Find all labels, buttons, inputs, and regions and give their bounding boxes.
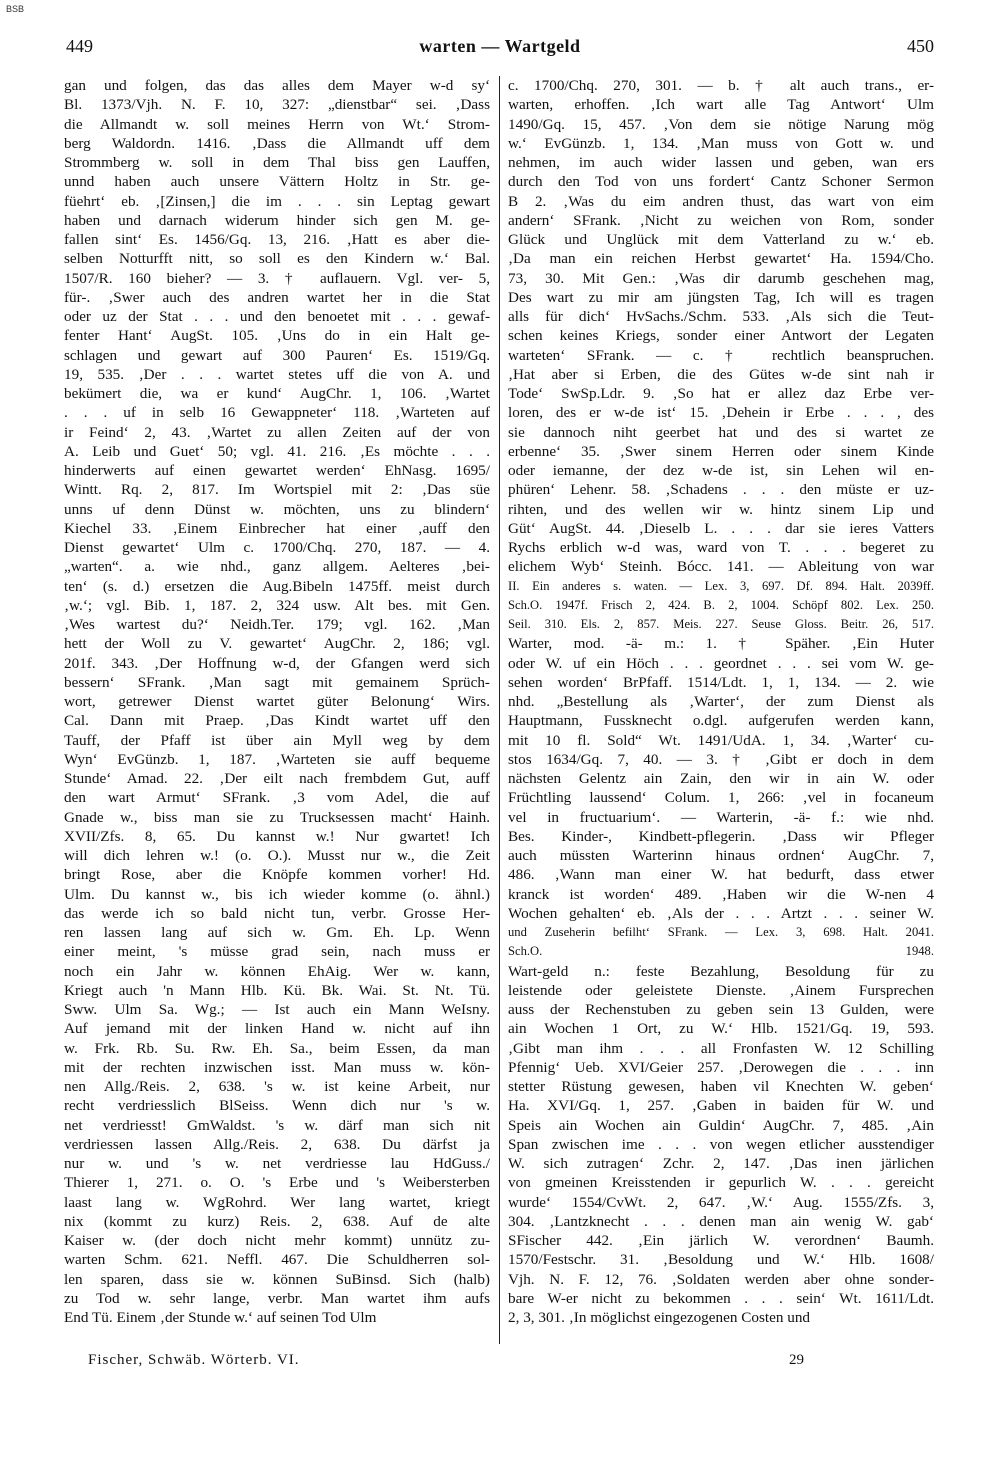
text-line: Glück und Unglück mit dem Vatterland zu w.‘ eb.: [508, 231, 934, 248]
right-column: [508, 76, 934, 1327]
text-line: Tauff, der Pfaff ist über ain Myll weg by dem: [64, 731, 490, 749]
text-line: ren lassen lang auf sich w. Gm. Eh. Lp. Wenn: [64, 924, 490, 941]
text-line: wurde‘ 1554/CvWt. 2, 647. ‚W.‘ Aug. 1555/Zfs. 3,: [508, 1193, 934, 1211]
text-line: hett der Woll zu V. gewartet‘ AugChr. 2, 186; vgl.: [64, 635, 490, 653]
text-line: vel in fructuarium‘. — Warterin, -ä- f.: wie nhd.: [508, 808, 934, 826]
text-line: berg Waldordn. 1416. ‚Dass die Allmandt uff dem: [64, 134, 490, 152]
text-line: einer meint, 's müsse grad sein, nach muss er: [64, 943, 490, 961]
text-line: Wart-geld n.: feste Bezahlung, Besoldung für zu: [508, 962, 934, 980]
text-line: alls für dich‘ HvSachs./Schm. 533. ‚Als sich die Teut-: [508, 308, 934, 325]
text-line: Kriegt auch 'n Mann Hlb. Kü. Bk. Wai. St. Nt. Tü.: [64, 981, 490, 999]
column-divider: [499, 76, 500, 1344]
text-line: sie dannoch niht geerbet hat und des si wartet ze: [508, 423, 934, 441]
sheet-number: 29: [789, 1352, 804, 1368]
text-line: Bes. Kinder-, Kindbett-pflegerin. ‚Dass wir Pfleger: [508, 827, 934, 845]
text-line: ten‘ (s. d.) ersetzen die Aug.Bibeln 1475ff. meist durch: [64, 577, 490, 595]
text-line: fallen sint‘ Es. 1456/Gq. 13, 216. ‚Hatt es aber die-: [64, 231, 490, 248]
text-line: ir Feind‘ 2, 43. ‚Wartet zu allen Zeiten auf der von: [64, 423, 490, 441]
text-line: 1490/Gq. 15, 457. ‚Von dem sie nötige Narung mög: [508, 115, 934, 133]
text-line: unnd haben auch unsere Vättern Holtz in Str. ge-: [64, 173, 490, 191]
text-line: nehmen, im auch wider lassen und geben, wan ers: [508, 154, 934, 171]
text-line: verdriessen lassen Allg./Reis. 2, 638. Du därfst ja: [64, 1135, 490, 1153]
text-line: Stunde‘ Amad. 22. ‚Der eilt nach frembdem Gut, auff: [64, 770, 490, 787]
text-line: leistende oder geleistete Dienste. ‚Ainem Fursprechen: [508, 981, 934, 999]
text-line: Ulm. Du kannst w., bis ich wieder komme (o. ähnl.): [64, 885, 490, 903]
text-line: kranck ist worden‘ 489. ‚Haben wir die W-nen 4: [508, 885, 934, 903]
text-line: 19, 535. ‚Der . . . wartet stetes uff die von A. und: [64, 365, 490, 383]
page-number-left: 449: [66, 36, 93, 56]
text-line: auss der Rechenstuben zu geben sein 13 Gulden, were: [508, 1001, 934, 1018]
text-line: die Allmandt w. soll meines Herrn von Wt.‘ Strom-: [64, 115, 490, 133]
text-line: für-. ‚Swer auch des andren wartet her in die Stat: [64, 288, 490, 306]
text-line: Bl. 1373/Vjh. N. F. 10, 327: „dienstbar“ sei. ‚Dass: [64, 96, 490, 114]
text-line: c. 1700/Chq. 270, 301. — b. † alt auch trans., er-: [508, 77, 934, 94]
text-line: Hauptmann, Fussknecht o.dgl. aufgerufen werden kann,: [508, 712, 934, 730]
text-line: hinderwerts auf einen gewartet werden‘ EhNasg. 1695/: [64, 462, 490, 479]
text-line: 201f. 343. ‚Der Hoffnung w-d, der Gfangen werd sich: [64, 654, 490, 672]
text-line: Kaiser w. (der doch nicht mehr kommt) unnütz zu-: [64, 1232, 490, 1249]
text-line: Kiechel 33. ‚Einem Einbrecher hat einer ‚auff den: [64, 519, 490, 537]
text-line: Warter, mod. -ä- m.: 1. † Späher. ‚Ein Huter: [508, 635, 934, 653]
text-line: unns uf denn Dünst w. möchten, uns zu blindern‘: [64, 500, 490, 518]
left-column: [64, 76, 490, 1327]
text-line: phüren‘ Lehenr. 58. ‚Schadens . . . den müste er uz-: [508, 481, 934, 499]
text-line: nen Allg./Reis. 2, 638. 's w. ist keine Arbeit, nur: [64, 1078, 490, 1095]
text-line: nix (kommt zu kurz) Reis. 2, 638. Auf de alte: [64, 1212, 490, 1230]
footer-signature: Fischer, Schwäb. Wörterb. VI.: [88, 1352, 300, 1368]
text-line: warten Schm. 621. Neffl. 467. Die Schuldherren sol-: [64, 1251, 490, 1269]
text-line: ‚Gibt man ihm . . . all Fronfasten W. 12 Schilling: [508, 1039, 934, 1057]
text-line: stetter Rüstung gewesen, haben vil Knechten W. geben‘: [508, 1078, 934, 1095]
text-line: 304. ‚Lantzknecht . . . denen man ain wenig W. gab‘: [508, 1212, 934, 1230]
text-line: Sww. Ulm Sa. Wg.; — Ist auch ein Mann WeIsny.: [64, 1001, 490, 1018]
text-line: Wochen gehalten‘ eb. ‚Als der . . . Artzt . . . seiner W.: [508, 904, 934, 922]
text-line: warten, erhoffen. ‚Ich wart alle Tag Antwort‘ Ulm: [508, 96, 934, 114]
text-line: Dienst gewartet‘ Ulm c. 1700/Chq. 270, 187. — 4.: [64, 539, 490, 556]
text-line: noch ein Jahr w. können EhAig. Wer w. kann,: [64, 962, 490, 980]
text-line: laast lang w. WgRohrd. Wer lang wartet, kriegt: [64, 1193, 490, 1211]
text-line: andern‘ SFrank. ‚Nicht zu weichen von Rom, sonder: [508, 211, 934, 229]
text-line: nhd. „Bestellung als ‚Warter‘, der zum Dienst als: [508, 693, 934, 710]
text-line: mit 10 fl. Sold“ Wt. 1491/UdA. 1, 34. ‚Warter‘ cu-: [508, 731, 934, 749]
text-line: 73, 30. Mit Gen.: ‚Was dir darumb geschehen mag,: [508, 269, 934, 287]
text-line: ‚Hat aber si Erben, die des Gütes w-de sint nah ir: [508, 365, 934, 383]
text-line: II. Ein anderes s. waten. — Lex. 3, 697. Df. 894. Halt. 2039ff.: [508, 578, 934, 593]
text-line: elichem Wyb‘ Steinh. Bócc. 141. — Ableitung von war: [508, 558, 934, 576]
text-line: End Tü. Einem ‚der Stunde w.‘ auf seinen Tod Ulm: [64, 1309, 377, 1326]
text-line: ‚Da man ein reichen Herbst gewartet‘ Ha. 1594/Cho.: [508, 250, 934, 268]
text-line: Gnade w., biss man sie zu Trucksessen macht‘ Hainh.: [64, 808, 490, 826]
text-line: bekümert die, wa er kund‘ AugChr. 1, 106. ‚Wartet: [64, 385, 490, 402]
text-line: Wintt. Rq. 2, 817. Im Wortspiel mit 2: ‚Das süe: [64, 481, 490, 499]
text-line: Auf jemand mit der linken Hand w. nicht auf ihn: [64, 1020, 490, 1038]
text-line: Thierer 1, 271. o. O. 's Erbe und 's Weibersterben: [64, 1174, 490, 1192]
text-line: mit der rechten inzwischen isst. Man muss w. kön-: [64, 1058, 490, 1076]
text-line: 486. ‚Wann man einer W. hat bedurft, dass etwer: [508, 866, 934, 884]
text-line: 2, 3, 301. ‚In möglichst eingezogenen Costen und: [508, 1309, 811, 1326]
text-line: gan und folgen, das das alles dem Mayer w-d sy‘: [64, 77, 490, 94]
text-line: ‚w.‘; vgl. Bib. 1, 187. 2, 324 usw. Alt bes. mit Gen.: [64, 596, 490, 614]
text-line: durch den Tod von uns fordert‘ Cantz Schoner Sermon: [508, 173, 934, 191]
text-line: Speis ain Wochen ain Guldin‘ AugChr. 7, 485. ‚Ain: [508, 1116, 934, 1134]
text-line: warteten‘ SFrank. — c. † rechtlich beanspruchen.: [508, 346, 934, 364]
text-line: füehrt‘ eb. ‚[Zinsen,] die im . . . sin Leptag gewart: [64, 192, 490, 210]
text-line: Früchtling laussend‘ Colum. 1, 266: ‚vel in focaneum: [508, 789, 934, 807]
text-line: haben und darnach widerum hinder sich gen M. ge-: [64, 211, 490, 229]
text-line: erbenne‘ 35. ‚Swer sinem Herren oder sinem Kinde: [508, 442, 934, 460]
text-line: nur w. und 's w. net verdriesse lau HdGuss./: [64, 1155, 490, 1172]
text-line: A. Leib und Guet‘ 50; vgl. 41. 216. ‚Es möchte . . .: [64, 442, 490, 460]
text-line: len sparen, dass sie w. können SuBinsd. Sich (halb): [64, 1270, 490, 1288]
text-line: Strommberg w. soll in dem Thal biss gen Lauffen,: [64, 154, 490, 171]
text-line: loren, des er w-de ist‘ 15. ‚Dehein ir Erbe . . . , des: [508, 404, 934, 422]
text-line: oder uz der Stat . . . und den benoetet mit . . . gewaf-: [64, 308, 490, 325]
text-line: fenter Hant‘ AugSt. 105. ‚Uns do in ein Halt ge-: [64, 327, 490, 345]
text-line: Span zwischen ime . . . von wegen etlicher ausstendiger: [508, 1135, 934, 1153]
text-line: stos 1634/Gq. 7, 40. — 3. † ‚Gibt er doch in dem: [508, 750, 934, 768]
text-line: zu Tod w. sehr lange, verbr. Man wartet ihm aufs: [64, 1289, 490, 1307]
text-line: wort, getrewer Dienst wartet güter Belonung‘ Wirs.: [64, 693, 490, 710]
text-line: oder W. uf ein Höch . . . geordnet . . . sei vom W. ge-: [508, 654, 934, 672]
text-line: den wart Armut‘ SFrank. ‚3 vom Adel, die auf: [64, 789, 490, 807]
text-line: schlagen und gewart auf 300 Pauren‘ Es. 1519/Gq.: [64, 346, 490, 364]
text-line: Sch.O. 1947f. Frisch 2, 424. B. 2, 1004. Schöpf 802. Lex. 250.: [508, 597, 934, 612]
text-line: W. sich zutragen‘ Zchr. 2, 147. ‚Das inen järlichen: [508, 1155, 934, 1172]
text-line: B 2. ‚Was du eim andren thust, das wart von eim: [508, 192, 934, 210]
text-line: 1570/Festschr. 31. ‚Besoldung und W.‘ Hlb. 1608/: [508, 1251, 934, 1269]
text-line: „warten“. a. wie nhd., ganz allgem. Aelteres ‚bei-: [64, 558, 490, 576]
library-stamp: BSB: [6, 4, 25, 14]
text-line: sehen worden‘ BrPfaff. 1514/Ldt. 1, 1, 134. — 2. wie: [508, 673, 934, 691]
text-line: recht verdriesslich BlSeiss. Wenn dich nur 's w.: [64, 1097, 490, 1115]
text-line: net verdriesst! GmWaldst. 's w. därf man sich nit: [64, 1116, 490, 1134]
text-line: 1507/R. 160 bieher? — 3. † auflauern. Vgl. ver- 5,: [64, 269, 490, 287]
text-line: bessern‘ SFrank. ‚Man sagt mit gemainem Sprüch-: [64, 673, 490, 691]
text-line: Rychs erblich w-d was, ward von T. . . . begeret zu: [508, 539, 934, 556]
text-line: . . . uf in selb 16 Gewappneter‘ 118. ‚Warteten auf: [64, 404, 490, 422]
text-line: und Zuseherin befilht‘ SFrank. — Lex. 3, 698. Halt. 2041.: [508, 925, 934, 939]
text-line: Cal. Dann mit Praep. ‚Das Kindt wartet uff den: [64, 712, 490, 730]
text-line: SFischer 442. ‚Ein järlich W. verordnen‘ Baumh.: [508, 1232, 934, 1249]
text-line: von gmeinen Kreisstenden ir gepurlich W. . . . gereicht: [508, 1174, 934, 1192]
text-line: ain Wochen 1 Ort, zu W.‘ Hlb. 1521/Gq. 19, 593.: [508, 1020, 934, 1038]
text-line: Seil. 310. Els. 2, 857. Meis. 227. Seuse Gloss. Beitr. 26, 517.: [508, 617, 934, 631]
text-line: auch müssten Warterinn hinaus ordnen‘ AugChr. 7,: [508, 847, 934, 864]
page-header: [66, 36, 934, 60]
text-line: rihten, und des wellen wir w. hintz sinem Lip und: [508, 500, 934, 518]
text-line: Güt‘ AugSt. 44. ‚Dieselb L. . . . dar sie ieres Vatters: [508, 519, 934, 537]
text-line: XVII/Zfs. 8, 65. Du kannst w.! Nur gwartet! Ich: [64, 827, 490, 845]
page-number-right: 450: [907, 36, 934, 56]
text-line: bringt Rose, aber die Knöpfe kommen vorher! Hd.: [64, 866, 490, 884]
text-line: Wyn‘ EvGünzb. 1, 187. ‚Warteten sie auff bequeme: [64, 750, 490, 768]
text-line: Sch.O. 1948.: [508, 944, 934, 959]
text-line: nächsten Gelentz ain Zain, den wir in ain W. oder: [508, 770, 934, 787]
text-line: bare W-er nicht zu bekommen . . . sein‘ Wt. 1611/Ldt.: [508, 1289, 934, 1307]
text-line: Ha. XVI/Gq. 1, 257. ‚Gaben in baiden für W. und: [508, 1097, 934, 1115]
running-title: warten — Wartgeld: [419, 36, 581, 56]
text-line: w.‘ EvGünzb. 1, 134. ‚Man muss von Gott w. und: [508, 134, 934, 152]
text-line: Des wart zu mir am jüngsten Tag, Ich will es tragen: [508, 288, 934, 306]
text-line: Tode‘ SwSp.Ldr. 9. ‚So hat er allez daz Erbe ver-: [508, 385, 934, 402]
text-line: selben Notturfft nitt, so soll es den Kindern w.‘ Bal.: [64, 250, 490, 268]
text-line: Pfennig‘ Ueb. XVI/Geier 257. ‚Derowegen die . . . inn: [508, 1058, 934, 1076]
text-line: Vjh. N. F. 12, 76. ‚Soldaten werden aber ohne sonder-: [508, 1270, 934, 1288]
text-line: will dich lehren w.! (o. O.). Musst nur w., die Zeit: [64, 847, 490, 864]
text-line: oder iemanne, der dez w-de ist, sin Lehen wil en-: [508, 462, 934, 479]
text-line: schen keines Kriegs, sonder einer Antwort der Legaten: [508, 327, 934, 345]
text-line: das werde ich so bald nicht tun, verbr. Grosse Her-: [64, 904, 490, 922]
text-line: w. Frk. Rb. Su. Rw. Eh. Sa., beim Essen, da man: [64, 1039, 490, 1057]
text-line: ‚Wes wartest du?‘ Neidh.Ter. 179; vgl. 162. ‚Man: [64, 616, 490, 633]
